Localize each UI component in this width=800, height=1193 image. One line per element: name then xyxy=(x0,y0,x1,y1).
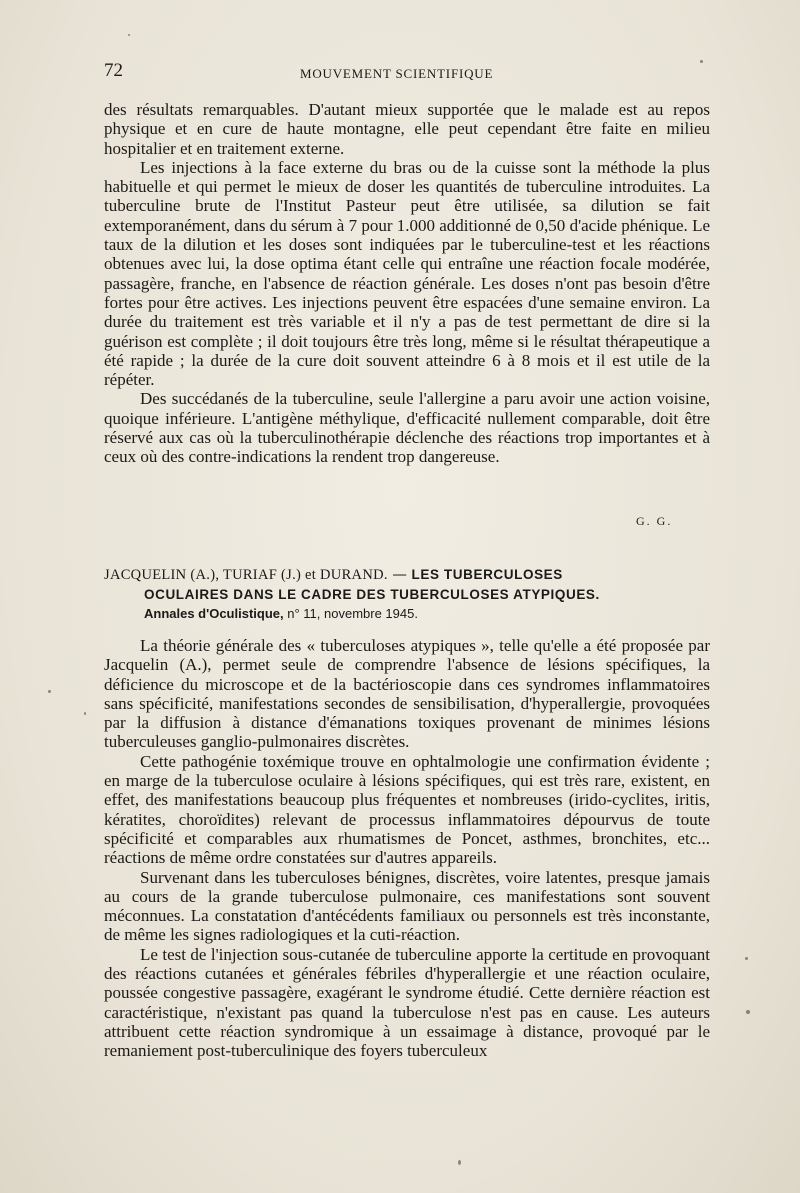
page-number: 72 xyxy=(104,60,123,81)
paragraph: Cette pathogénie toxémique trouve en ophtalmologie une confirmation évidente ; en marge de la tuberculose oculaire à lésions spécifiques, qui est très rare, existent, en effet, des manifestations beaucoup plus fréquentes et nombreuses (irido-cyclites, iritis, kératites, choroïdites) relevant de processus inflammatoires dépourvus de toute spécificité et comparables aux rhumatismes de Poncet, asthmes, bronchites, etc... réactions de même ordre constatées sur d'autres appareils. xyxy=(104,751,710,868)
paragraph: des résultats remarquables. D'autant mieux supportée que le malade est au repos physique et en cure de haute montagne, elle peut cependant être faite en milieu hospitalier et en traitement externe. xyxy=(104,100,710,158)
paragraph: Survenant dans les tuberculoses bénignes, discrètes, voire latentes, presque jamais au cours de la grande tuberculose pulmonaire, ces manifestations sont souvent méconnues. La constatation d'antécédents familiaux ou personnels est très inconstante, de même les signes radiologiques et la cuti-réaction. xyxy=(104,867,710,945)
scan-speck xyxy=(48,690,51,693)
section-1-body xyxy=(104,100,710,467)
journal-name: Annales d'Oculistique, xyxy=(144,606,284,621)
author-signature: G. G. xyxy=(636,514,673,528)
paragraph: Les injections à la face externe du bras ou de la cuisse sont la méthode la plus habituelle et qui permet le mieux de doser les quantités de tuberculine introduites. La tuberculine brute de l'Institut Pasteur peut être utilisée, sa dilution se fait extemporanément, dans du sérum à 7 pour 1.000 additionné de 0,50 d'acide phénique. Le taux de la dilution et les doses sont indiquées par le tuberculine-test et les réactions obtenues avec lui, la dose optima étant celle qui entraîne une réaction focale modérée, passagère, franche, en l'absence de réaction générale. Les doses n'ont pas besoin d'être fortes pour être actives. Les injections peuvent être espacées d'une semaine environ. La durée du traitement est très variable et il n'y a pas de test permettant de dire si la guérison est complète ; il doit toujours être très long, même si le résultat thérapeutique a été rapide ; la durée de la cure doit souvent atteindre 6 à 8 mois et il est utile de la répéter. xyxy=(104,157,710,390)
scan-speck xyxy=(700,60,703,63)
paragraph: La théorie générale des « tuberculoses atypiques », telle qu'elle a été proposée par Jacquelin (A.), permet seule de comprendre l'absence de lésions spécifiques, la déficience du microscope et de la bactérioscopie dans ces syndromes inflammatoires sans spécificité, manifestations secondes de sensibilisation, d'hyperallergie, provoquées par la diffusion à distance d'émanations toxiques provenant de minimes lésions tuberculeuses ganglio-pulmonaires discrètes. xyxy=(104,636,710,752)
scan-speck xyxy=(458,1160,461,1165)
reference-title-line-2: OCULAIRES DANS LE CADRE DES TUBERCULOSES ATYPIQUES. xyxy=(144,587,600,602)
scan-speck xyxy=(84,712,86,715)
paragraph: Des succédanés de la tuberculine, seule l'allergine a paru avoir une action voisine, quoique inférieure. L'antigène méthylique, d'efficacité nullement comparable, doit être réservé aux cas où la tuberculinothérapie déclenche des réactions trop importantes et à ceux où des contre-indications la rendent trop dangereuse. xyxy=(104,389,710,467)
reference-title-line-1: LES TUBERCULOSES xyxy=(411,567,563,582)
running-title: MOUVEMENT SCIENTIFIQUE xyxy=(300,66,494,81)
reference-dash: — xyxy=(392,567,407,583)
paragraph: Le test de l'injection sous-cutanée de tuberculine apporte la certitude en provoquant des réactions cutanées et générales fébriles d'hyperallergie et une réaction oculaire, poussée congestive passagère, exagérant le syndrome étudié. Cette dernière réaction est caractéristique, n'existant pas quand la tuberculose n'est pas en cause. Les auteurs attribuent cette réaction syndromique à un essaimage à distance, provoqué par le remaniement post-tuberculinique des foyers tuberculeux xyxy=(104,944,710,1061)
scan-speck xyxy=(128,34,130,36)
page-header xyxy=(104,60,710,84)
reference-authors: JACQUELIN (A.), TURIAF (J.) et DURAND. xyxy=(104,567,388,583)
section-2-body xyxy=(104,636,710,1061)
scan-speck xyxy=(746,1010,750,1014)
scan-speck xyxy=(745,957,748,960)
journal-issue: n° 11, novembre 1945. xyxy=(287,606,418,621)
reference-journal xyxy=(104,604,716,623)
bibliographic-reference xyxy=(104,565,716,623)
